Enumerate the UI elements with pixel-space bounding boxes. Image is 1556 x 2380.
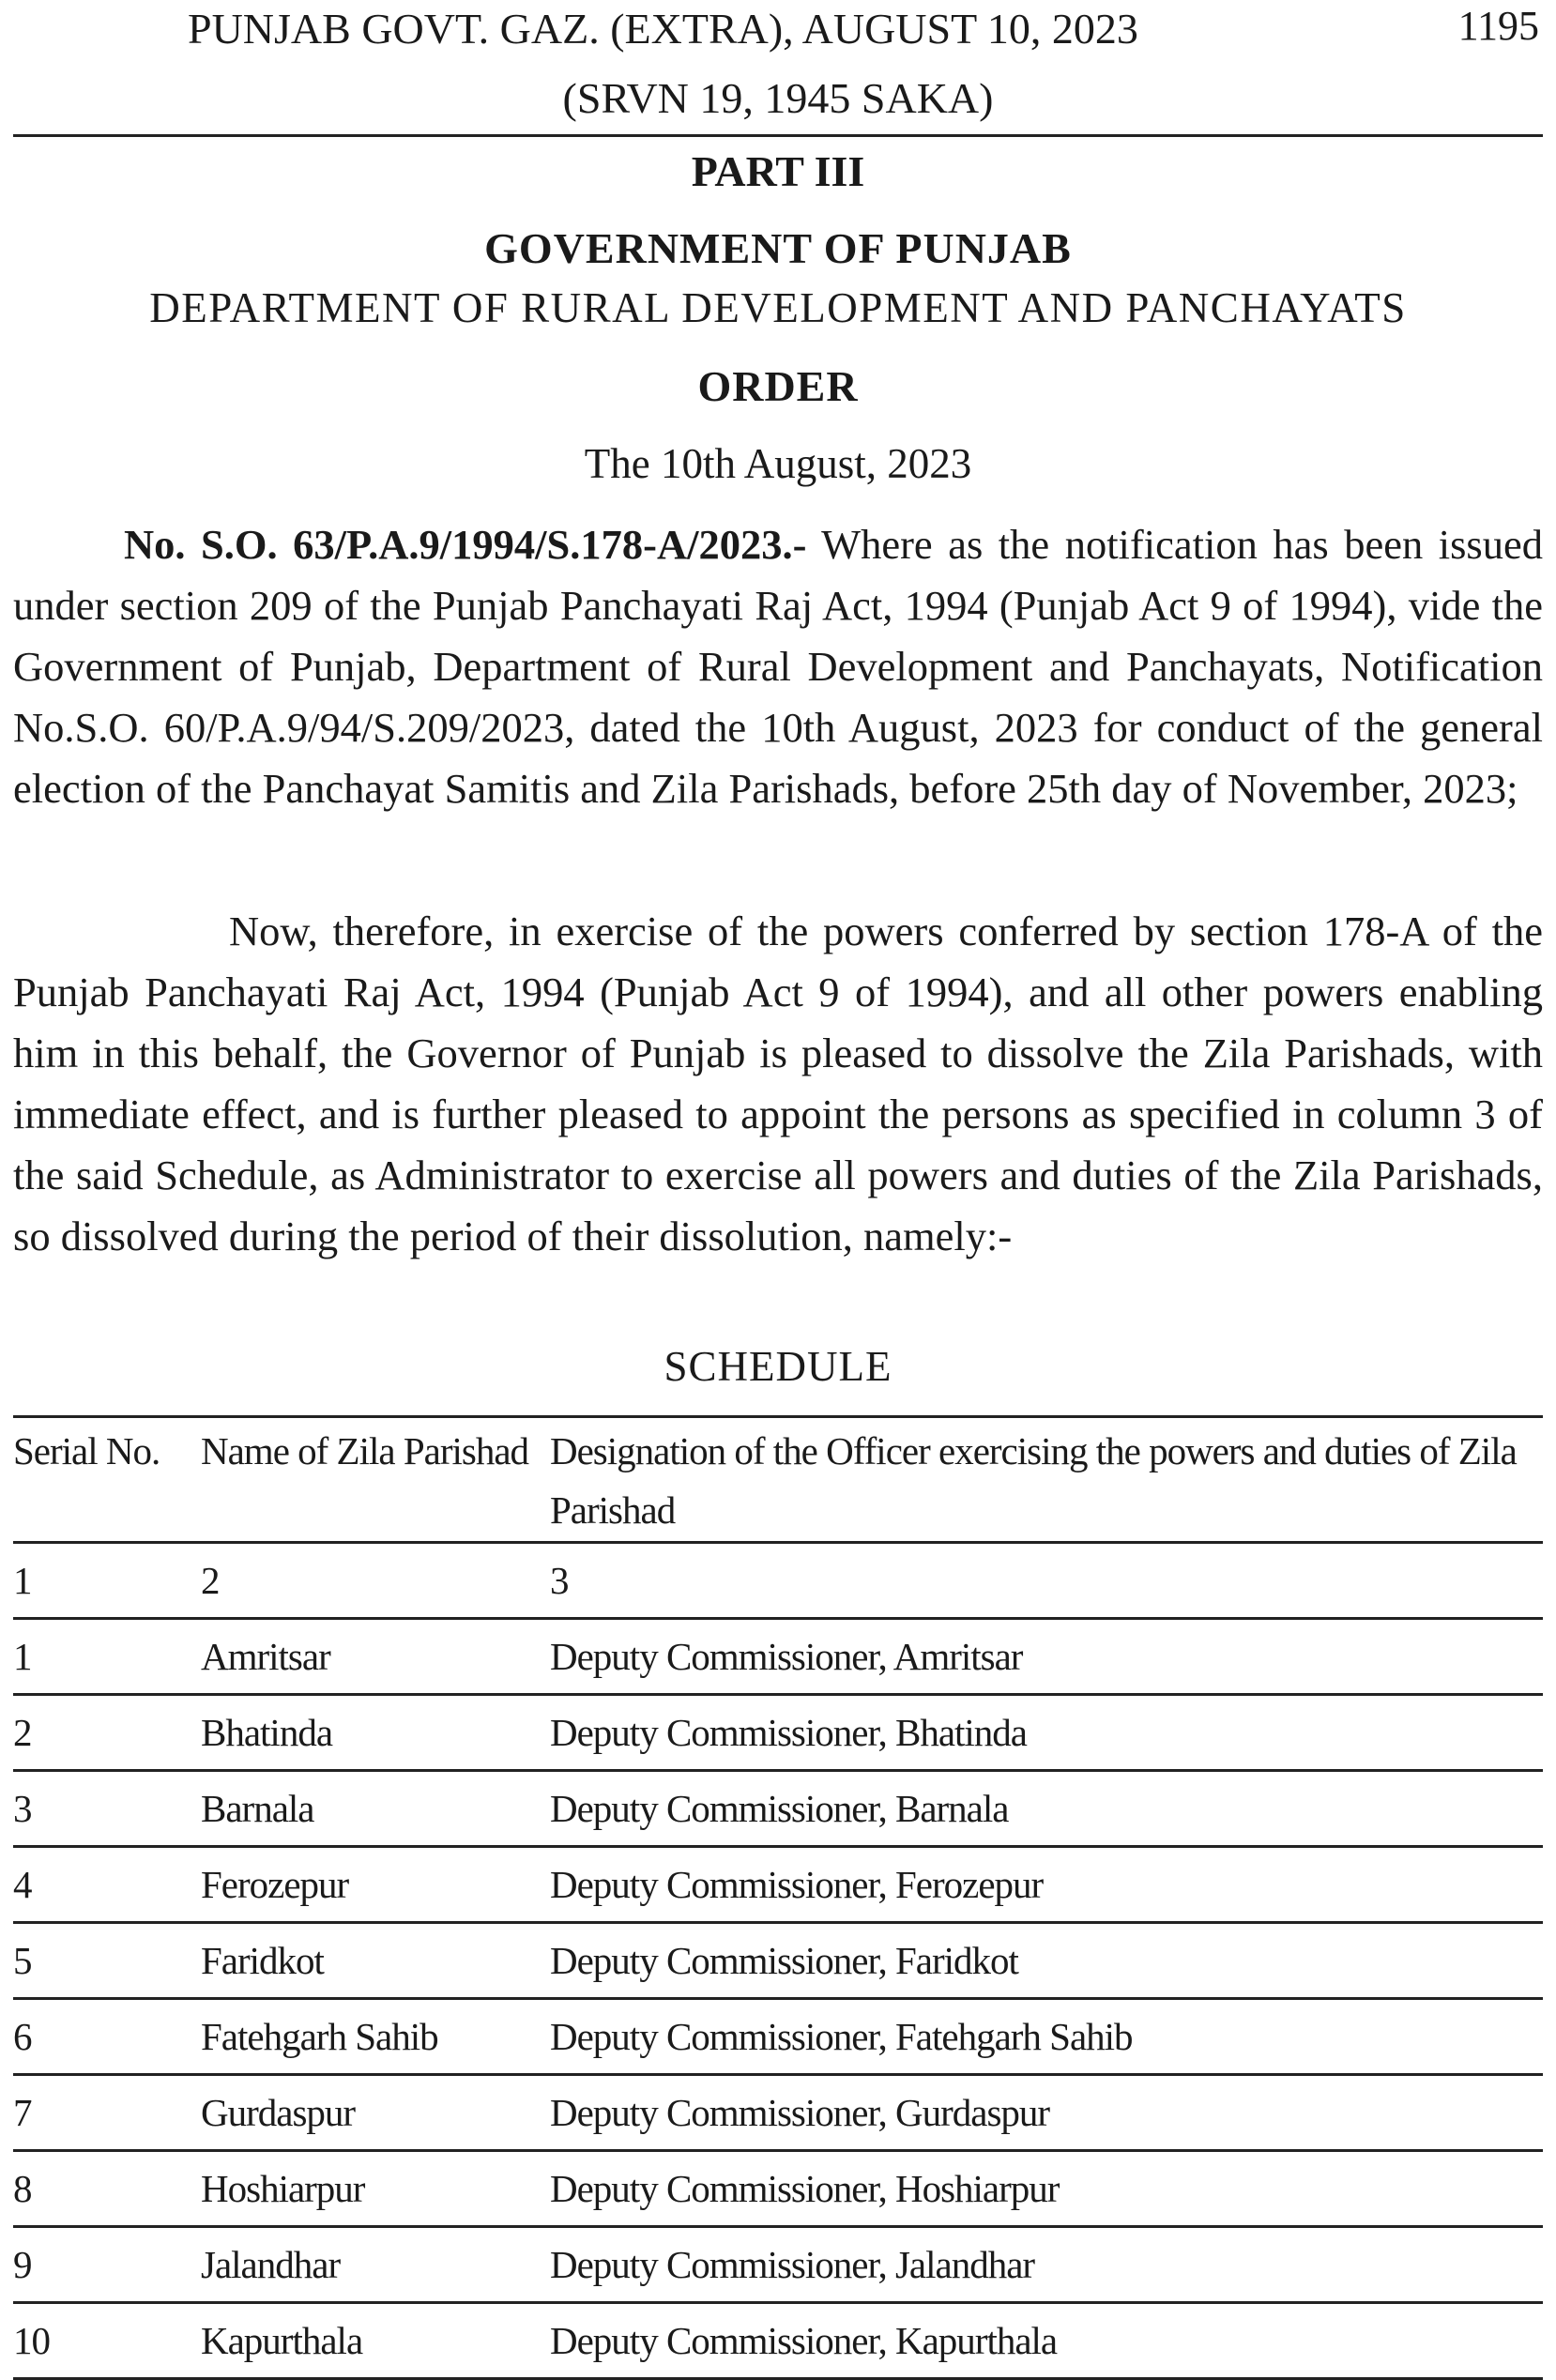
order-number: No. S.O. 63/P.A.9/1994/S.178-A/2023.- xyxy=(124,521,807,568)
column-number: 3 xyxy=(550,1543,1543,1619)
zila-name-cell: Amritsar xyxy=(201,1619,550,1695)
table-row xyxy=(13,1771,1543,1847)
zila-name-cell: Fatehgarh Sahib xyxy=(201,1999,550,2075)
table-row xyxy=(13,2227,1543,2303)
schedule-table xyxy=(13,1415,1543,2380)
column-number: 1 xyxy=(13,1543,201,1619)
zila-name-cell: Bhatinda xyxy=(201,1695,550,1771)
serial-cell: 6 xyxy=(13,1999,201,2075)
table-row xyxy=(13,1999,1543,2075)
zila-name-cell: Barnala xyxy=(201,1771,550,1847)
table-row xyxy=(13,2151,1543,2227)
table-row xyxy=(13,2075,1543,2151)
department-heading: DEPARTMENT OF RURAL DEVELOPMENT AND PANCHAYATS xyxy=(149,284,1407,331)
table-row xyxy=(13,1923,1543,1999)
header-rule xyxy=(13,134,1543,137)
designation-cell: Deputy Commissioner, Jalandhar xyxy=(550,2227,1543,2303)
zila-name-cell: Kapurthala xyxy=(201,2303,550,2379)
schedule-header-row xyxy=(13,1417,1543,1543)
table-row xyxy=(13,2303,1543,2379)
schedule-title: SCHEDULE xyxy=(664,1343,892,1390)
zila-name-cell: Gurdaspur xyxy=(201,2075,550,2151)
designation-cell: Deputy Commissioner, Barnala xyxy=(550,1771,1543,1847)
designation-cell: Deputy Commissioner, Hoshiarpur xyxy=(550,2151,1543,2227)
order-date: The 10th August, 2023 xyxy=(584,440,972,487)
serial-cell: 2 xyxy=(13,1695,201,1771)
designation-cell: Deputy Commissioner, Kapurthala xyxy=(550,2303,1543,2379)
serial-cell: 3 xyxy=(13,1771,201,1847)
designation-cell: Deputy Commissioner, Bhatinda xyxy=(550,1695,1543,1771)
column-header-designation: Designation of the Officer exercising the powers and duties of Zila Parishad xyxy=(550,1417,1543,1543)
designation-cell: Deputy Commissioner, Amritsar xyxy=(550,1619,1543,1695)
part-heading: PART III xyxy=(691,147,865,195)
saka-date-line: (SRVN 19, 1945 SAKA) xyxy=(562,74,994,122)
column-header-serial: Serial No. xyxy=(13,1417,201,1543)
zila-name-cell: Jalandhar xyxy=(201,2227,550,2303)
table-row xyxy=(13,1695,1543,1771)
table-row xyxy=(13,1619,1543,1695)
serial-cell: 4 xyxy=(13,1847,201,1923)
page-number: 1195 xyxy=(1457,3,1539,49)
table-row xyxy=(13,1847,1543,1923)
order-heading: ORDER xyxy=(697,362,859,410)
serial-cell: 5 xyxy=(13,1923,201,1999)
designation-cell: Deputy Commissioner, Faridkot xyxy=(550,1923,1543,1999)
serial-cell: 9 xyxy=(13,2227,201,2303)
zila-name-cell: Ferozepur xyxy=(201,1847,550,1923)
column-number: 2 xyxy=(201,1543,550,1619)
column-number-row xyxy=(13,1543,1543,1619)
paragraph-operative: Now, therefore, in exercise of the powers conferred by section 178-A of the Punjab Panchayati Raj Act, 1994 (Punjab Act 9 of 1994), and all other powers enabling him in this behalf, the Governor of Punjab is pleased to dissolve the Zila Parishads, with immediate effect, and is further pleased to appoint the persons as specified in column 3 of the said Schedule, as Administrator to exercise all powers and duties of the Zila Parishads, so dissolved during the period of their dissolution, namely:- xyxy=(13,908,1543,1259)
zila-name-cell: Faridkot xyxy=(201,1923,550,1999)
designation-cell: Deputy Commissioner, Gurdaspur xyxy=(550,2075,1543,2151)
column-header-name: Name of Zila Parishad xyxy=(201,1417,550,1543)
serial-cell: 8 xyxy=(13,2151,201,2227)
zila-name-cell: Hoshiarpur xyxy=(201,2151,550,2227)
gazette-header: PUNJAB GOVT. GAZ. (EXTRA), AUGUST 10, 2023 xyxy=(188,5,1138,53)
designation-cell: Deputy Commissioner, Ferozepur xyxy=(550,1847,1543,1923)
paragraph-preamble xyxy=(13,514,1543,819)
serial-cell: 10 xyxy=(13,2303,201,2379)
paragraph-preamble-text: Where as the notification has been issued under section 209 of the Punjab Panchayati Raj Act, 1994 (Punjab Act 9 of 1994), vide the Government of Punjab, Department of Rural Development and Panchayats, Notification No.S.O. 60/P.A.9/94/S.209/2023, dated the 10th August, 2023 for conduct of the general election of the Panchayat Samitis and Zila Parishads, before 25th day of November, 2023; xyxy=(13,521,1543,812)
serial-cell: 7 xyxy=(13,2075,201,2151)
serial-cell: 1 xyxy=(13,1619,201,1695)
designation-cell: Deputy Commissioner, Fatehgarh Sahib xyxy=(550,1999,1543,2075)
government-heading: GOVERNMENT OF PUNJAB xyxy=(484,224,1072,272)
